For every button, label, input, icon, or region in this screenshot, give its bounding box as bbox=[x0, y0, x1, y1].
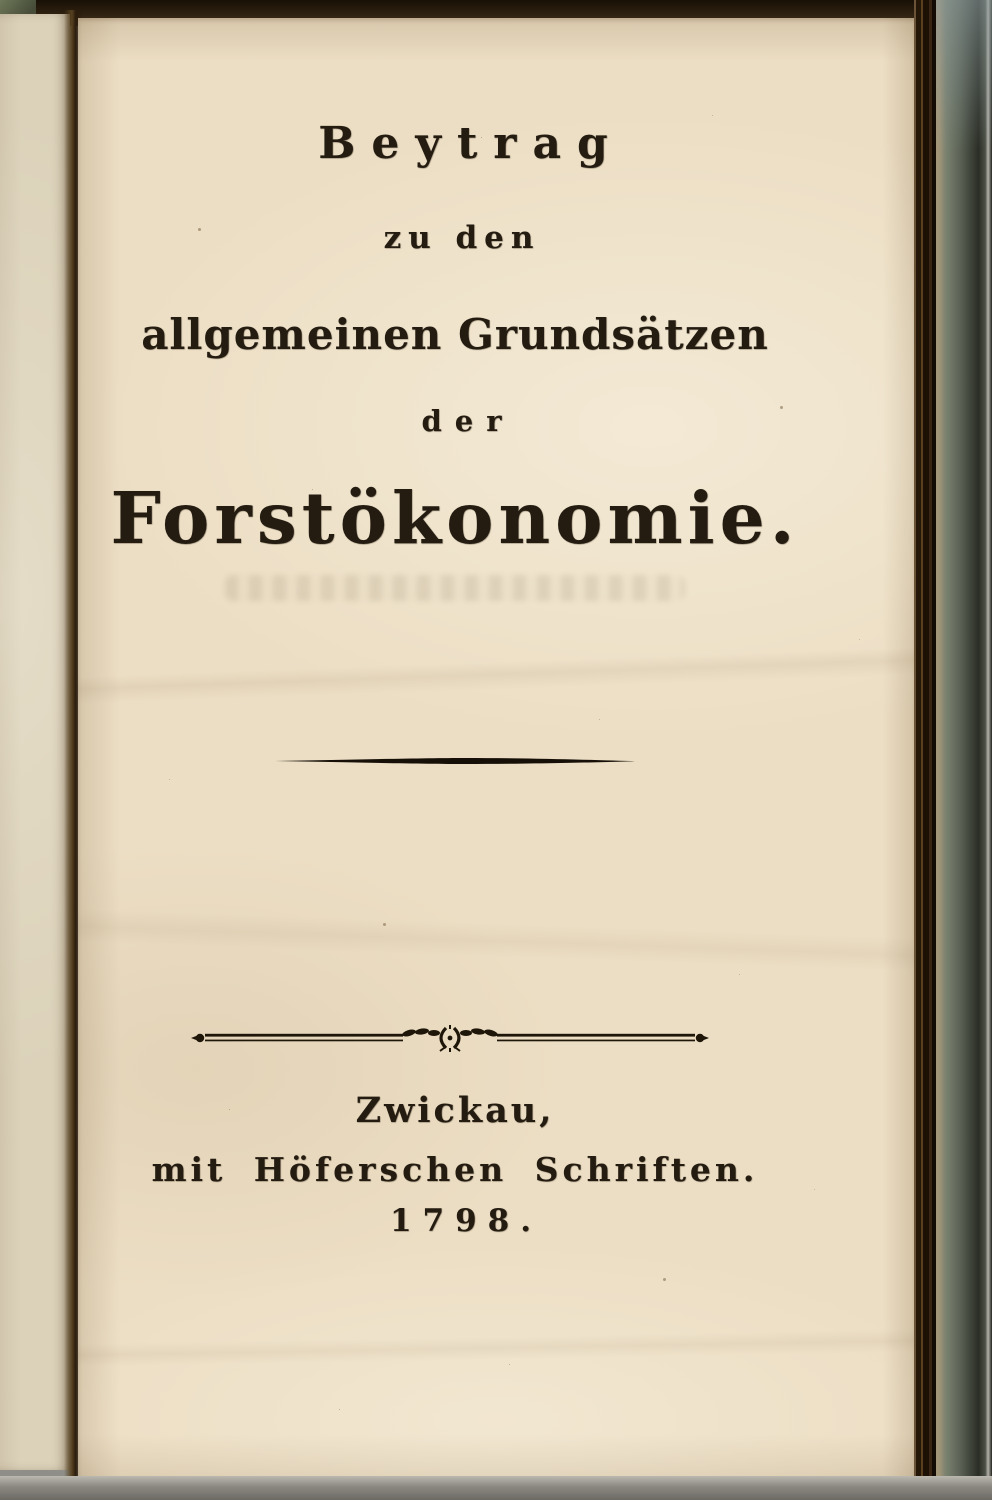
imprint-place: Zwickau, bbox=[355, 1090, 555, 1131]
series-line-4: der bbox=[421, 404, 515, 438]
scanner-bed-bottom bbox=[0, 1476, 992, 1500]
imprint-printer: mit Höferschen Schriften. bbox=[151, 1150, 759, 1189]
show-through-ghost-text bbox=[225, 575, 685, 601]
facing-flyleaf-page bbox=[0, 14, 70, 1470]
imprint-year: 1798. bbox=[389, 1203, 543, 1239]
book-cover-board bbox=[936, 0, 992, 1500]
series-line-1: Beytrag bbox=[318, 118, 624, 169]
ornamental-divider bbox=[190, 1025, 710, 1053]
series-line-3: allgemeinen Grundsätzen bbox=[141, 310, 769, 359]
main-title: Forstökonomie. bbox=[110, 476, 800, 560]
page-block-fore-edge bbox=[914, 0, 938, 1484]
tapered-rule bbox=[275, 757, 635, 765]
series-line-2: zu den bbox=[383, 220, 541, 256]
printed-matter bbox=[78, 18, 916, 1478]
title-page bbox=[78, 18, 916, 1478]
cover-highlight bbox=[936, 0, 992, 150]
